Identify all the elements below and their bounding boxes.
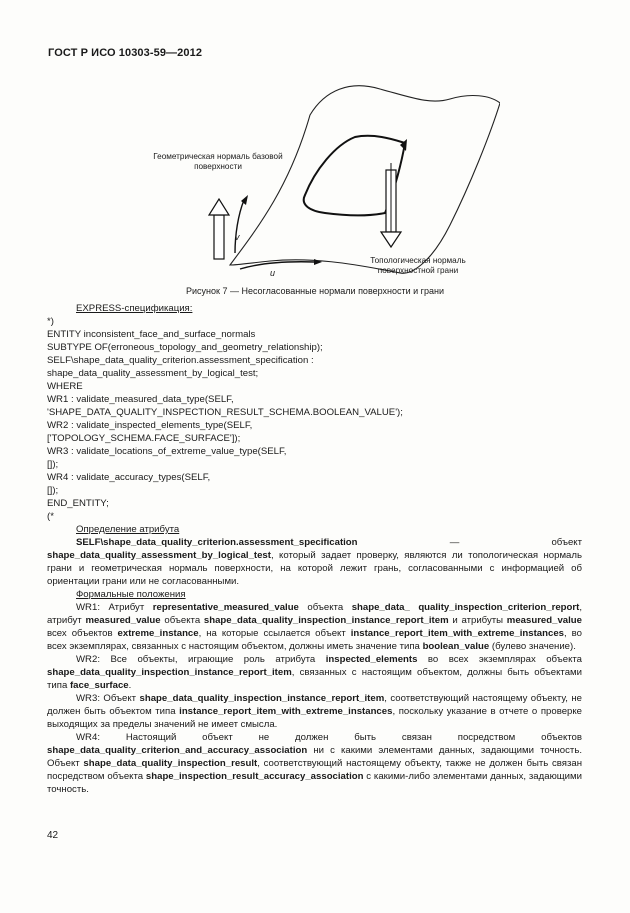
topological-normal-label: Топологическая нормаль поверхностной грани <box>370 256 466 275</box>
code-line: END_ENTITY; <box>47 498 109 509</box>
formal-propositions-title: Формальные положения <box>76 589 186 600</box>
wr1-paragraph: WR1: Атрибут representative_measured_value объекта shape_data_ quality_inspection_criterion_report, атрибут measured_value объекта shape_data_quality_inspection_instance_report_item и атрибуты measured_value всех объектов extreme_instance, на которые ссылается объект instance_report_item_with_extreme_instances, во всех экземплярах, связанных с настоящим объектом, должны иметь значение типа boolean_value (булево значение). <box>47 602 582 652</box>
code-line: WR1 : validate_measured_data_type(SELF, <box>47 394 234 405</box>
express-code <box>47 315 582 523</box>
page-number: 42 <box>47 830 59 841</box>
code-line: WHERE <box>47 381 83 392</box>
code-line: SUBTYPE OF(erroneous_topology_and_geometry_relationship); <box>47 342 323 353</box>
code-line: ['TOPOLOGY_SCHEMA.FACE_SURFACE']); <box>47 433 241 444</box>
attribute-definition-paragraph: SELF\shape_data_quality_criterion.assessment_specification — объект shape_data_quality_assessment_by_logical_test, который задает проверку, являются ли топологическая нормаль грани и геометрическая нормаль поверхности, на которой лежит грань, согласованными с информацией об ориентации грани или не согласованными. <box>47 537 582 587</box>
body-text <box>47 302 582 796</box>
u-arrow-icon <box>314 259 322 265</box>
code-line: shape_data_quality_assessment_by_logical_test; <box>47 368 259 379</box>
code-line: WR3 : validate_locations_of_extreme_value_type(SELF, <box>47 446 287 457</box>
code-line: 'SHAPE_DATA_QUALITY_INSPECTION_RESULT_SCHEMA.BOOLEAN_VALUE'); <box>47 407 403 418</box>
code-line: WR2 : validate_inspected_elements_type(SELF, <box>47 420 253 431</box>
figure-7 <box>110 75 500 285</box>
geometric-normal-arrow-icon <box>209 199 229 259</box>
u-label: u <box>270 268 276 278</box>
express-title: EXPRESS-спецификация: <box>76 303 193 314</box>
figure-caption: Рисунок 7 — Несогласованные нормали поверхности и грани <box>186 286 444 296</box>
document-header: ГОСТ Р ИСО 10303-59—2012 <box>48 47 203 59</box>
v-direction-curve <box>235 200 244 253</box>
code-line: WR4 : validate_accuracy_types(SELF, <box>47 472 211 483</box>
surface-outline <box>230 86 500 273</box>
code-line: SELF\shape_data_quality_criterion.assessment_specification : <box>47 355 314 366</box>
attribute-definition-title: Определение атрибута <box>76 524 180 535</box>
wr4-paragraph: WR4: Настоящий объект не должен быть связан посредством объектов shape_data_quality_criterion_and_accuracy_association ни с какими элементами данных, задающими точность. Объект shape_data_quality_inspection_result, соответствующий настоящему объекту, также не должен быть связан посредством объекта shape_inspection_result_accuracy_association с какими-либо элементами данных, задающими точность. <box>47 732 582 795</box>
figure-diagram <box>110 75 500 285</box>
code-line: []); <box>47 459 59 470</box>
wr3-paragraph: WR3: Объект shape_data_quality_inspection_instance_report_item, соответствующий настоящему объекту, не должен быть объектом типа instance_report_item_with_extreme_instances, поскольку указание в отчете о проверке выходящих за пределы значений не имеет смысла. <box>47 693 583 730</box>
wr2-paragraph: WR2: Все объекты, играющие роль атрибута inspected_elements во всех экземплярах объекта shape_data_quality_inspection_instance_report_item, связанных с настоящим объектом, должны быть объектами типа face_surface. <box>47 654 582 691</box>
code-line: []); <box>47 485 59 496</box>
code-line: ENTITY inconsistent_face_and_surface_normals <box>47 329 256 340</box>
geometric-normal-label: Геометрическая нормаль базовой поверхности <box>153 152 283 171</box>
code-line: *) <box>47 316 54 327</box>
v-label: v <box>235 232 240 242</box>
code-line: (* <box>47 511 54 522</box>
